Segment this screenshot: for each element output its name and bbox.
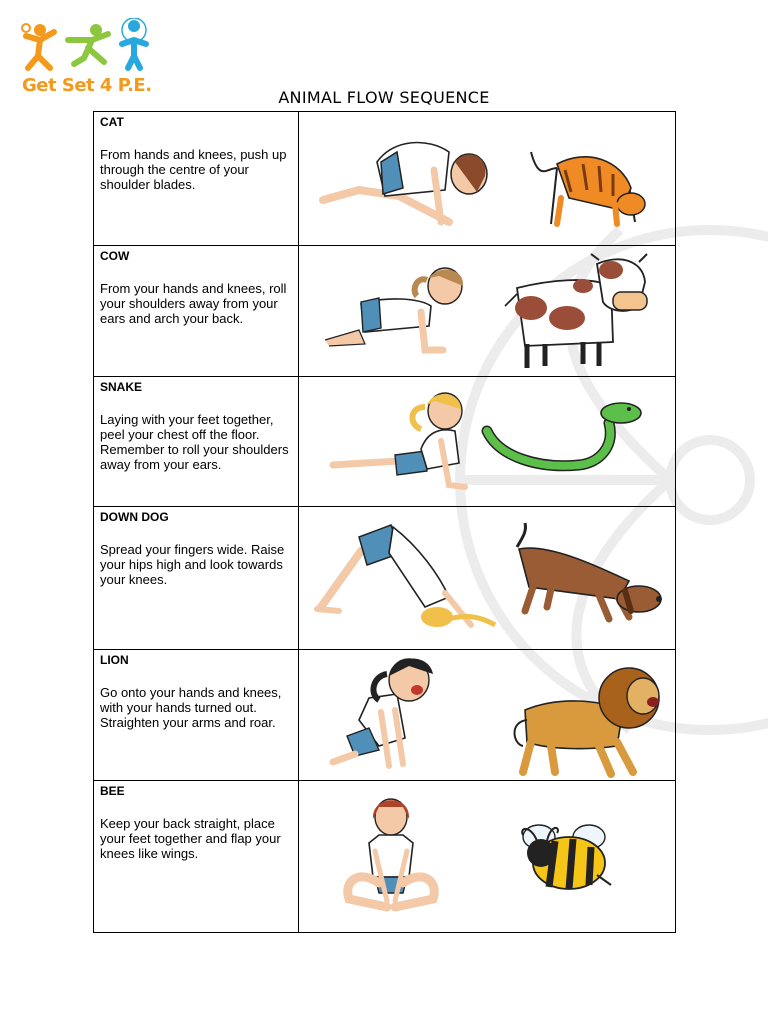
lion-icon <box>515 668 660 774</box>
pose-row-lion <box>94 650 676 781</box>
pose-illustration-cell <box>299 377 676 507</box>
pose-text-cell <box>94 650 299 781</box>
pose-illustration-cell <box>299 507 676 650</box>
child-cow-pose-icon <box>325 268 463 350</box>
pose-name: SNAKE <box>100 380 143 394</box>
child-cat-pose-icon <box>323 143 487 222</box>
pose-name: BEE <box>100 784 125 798</box>
pose-table <box>93 111 676 933</box>
pose-text-cell <box>94 507 299 650</box>
pose-text-cell <box>94 781 299 933</box>
logo-figures-icon <box>18 18 163 78</box>
pose-row-cat <box>94 112 676 246</box>
child-snake-pose-icon <box>333 393 465 487</box>
pose-text-cell <box>94 246 299 377</box>
pose-illustration-cell <box>299 112 676 246</box>
pose-row-down-dog <box>94 507 676 650</box>
pose-description: From hands and knees, push up through the centre of your shoulder blades. <box>100 147 287 192</box>
logo-text: Get Set 4 P.E. <box>22 75 152 96</box>
pose-illustration-cell <box>299 781 676 933</box>
pose-row-cow <box>94 246 676 377</box>
pose-text-cell <box>94 377 299 507</box>
pose-name: COW <box>100 249 130 263</box>
pose-name: LION <box>100 653 129 667</box>
pose-row-bee <box>94 781 676 933</box>
pose-name: CAT <box>100 115 124 129</box>
child-lion-pose-icon <box>333 658 433 766</box>
pose-description: Keep your back straight, place your feet together and flap your knees like wings. <box>100 816 281 861</box>
cow-icon <box>505 254 647 368</box>
page-title: ANIMAL FLOW SEQUENCE <box>278 88 490 107</box>
pose-description: Laying with your feet together, peel your chest off the floor. Remember to roll your shoulders away from your ears. <box>100 412 289 472</box>
pose-name: DOWN DOG <box>100 510 169 524</box>
pose-description: From your hands and knees, roll your shoulders away from your ears and arch your back. <box>100 281 287 326</box>
cat-icon <box>531 152 645 224</box>
pose-description: Spread your fingers wide. Raise your hips high and look towards your knees. <box>100 542 285 587</box>
pose-illustration-cell <box>299 246 676 377</box>
dog-icon <box>517 523 662 619</box>
pose-row-snake <box>94 377 676 507</box>
pose-text-cell <box>94 112 299 246</box>
pose-illustration-cell <box>299 650 676 781</box>
bee-icon <box>522 825 611 889</box>
child-bee-pose-icon <box>348 799 435 907</box>
snake-icon <box>487 403 641 466</box>
child-down-dog-pose-icon <box>317 525 495 627</box>
pose-description: Go onto your hands and knees, with your hands turned out. Straighten your arms and roar. <box>100 685 282 730</box>
